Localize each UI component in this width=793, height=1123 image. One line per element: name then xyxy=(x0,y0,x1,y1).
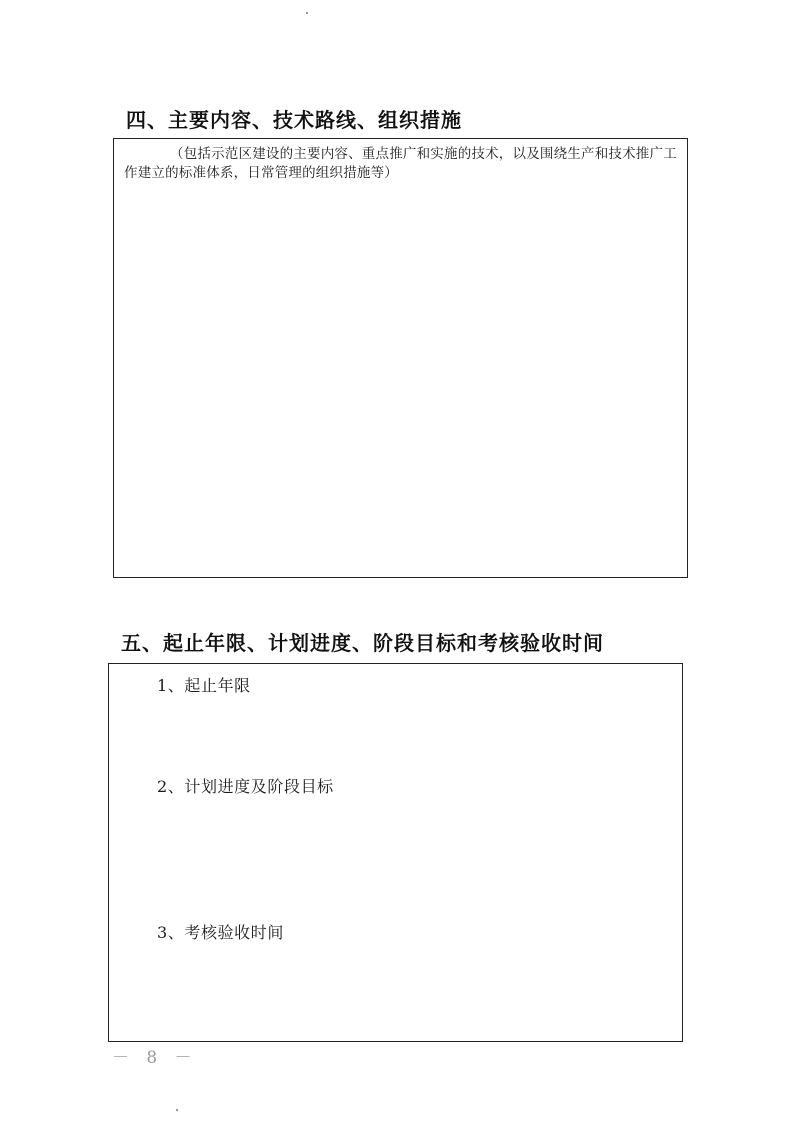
section-4-heading: 四、主要内容、技术路线、组织措施 xyxy=(126,108,462,132)
item-schedule-and-milestones: 2、计划进度及阶段目标 xyxy=(157,777,334,796)
section-5-content-box xyxy=(108,663,683,1042)
item-start-end-years: 1、起止年限 xyxy=(157,676,251,695)
scan-speck xyxy=(306,12,308,14)
section-4-content-box xyxy=(113,138,688,578)
page-number: － 8 － xyxy=(112,1048,198,1068)
section-5-heading: 五、起止年限、计划进度、阶段目标和考核验收时间 xyxy=(121,631,604,655)
item-acceptance-time: 3、考核验收时间 xyxy=(157,923,284,942)
section-4-hint: （包括示范区建设的主要内容、重点推广和实施的技术，以及围绕生产和技术推广工作建立的标准体系，日常管理的组织措施等） xyxy=(124,146,677,181)
scan-speck xyxy=(176,1109,178,1111)
